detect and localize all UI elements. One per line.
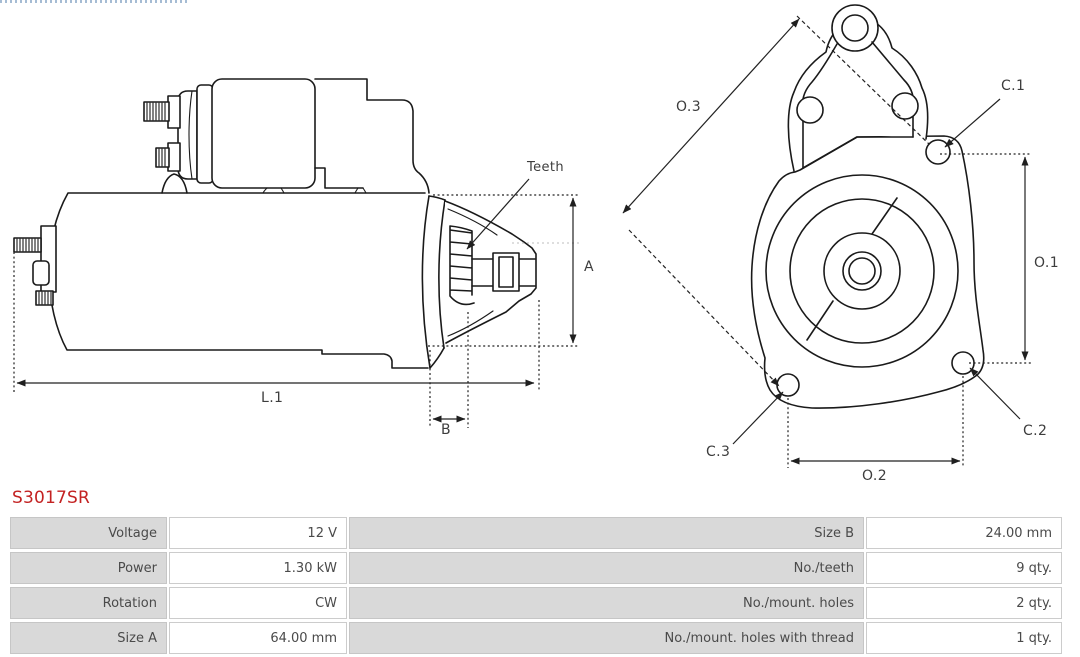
dimension-c3-label: C.3 <box>706 444 731 460</box>
dimension-b-label: B <box>441 422 452 438</box>
spec-value: 2 qty. <box>866 587 1062 619</box>
dimension-a-label: A <box>584 259 594 275</box>
c2-leader-line <box>970 368 1020 419</box>
spec-label: Power <box>10 552 167 584</box>
shaft-hub <box>824 233 900 309</box>
spec-value: 12 V <box>169 517 347 549</box>
dimension-c1-label: C.1 <box>1001 78 1026 94</box>
spec-label: Size A <box>10 622 167 654</box>
spec-row-power <box>10 552 1062 584</box>
spec-value: 9 qty. <box>866 552 1062 584</box>
solenoid-body <box>212 79 315 188</box>
spec-value: 1.30 kW <box>169 552 347 584</box>
mounting-hole-c3 <box>777 374 799 396</box>
teeth-label: Teeth <box>527 160 565 175</box>
spec-value: 64.00 mm <box>169 622 347 654</box>
dimension-o3-line <box>623 19 799 213</box>
spec-value: 1 qty. <box>866 622 1062 654</box>
spec-row-rotation <box>10 587 1062 619</box>
spec-label: Voltage <box>10 517 167 549</box>
left-shoulder-hole <box>797 97 823 123</box>
c3-leader-line <box>733 392 783 444</box>
spec-label: Size B <box>349 517 864 549</box>
front-view <box>629 5 984 408</box>
spec-value: CW <box>169 587 347 619</box>
mounting-hole-c1 <box>926 140 950 164</box>
dimension-o1-label: O.1 <box>1034 255 1060 271</box>
dimension-c2-label: C.2 <box>1023 423 1048 439</box>
right-shoulder-hole <box>892 93 918 119</box>
spec-label: No./mount. holes <box>349 587 864 619</box>
spec-value: 24.00 mm <box>866 517 1062 549</box>
dimension-o3-label: O.3 <box>676 99 702 115</box>
spec-label: No./teeth <box>349 552 864 584</box>
dimension-l1-label: L.1 <box>261 390 284 406</box>
solenoid-end-ring <box>178 91 197 179</box>
spec-label: No./mount. holes with thread <box>349 622 864 654</box>
c1-leader-line <box>945 99 1000 147</box>
part-number: S3017SR <box>12 488 91 508</box>
side-view <box>14 79 536 368</box>
spec-table <box>8 514 1064 657</box>
top-housing-hole <box>842 15 868 41</box>
spec-label: Rotation <box>10 587 167 619</box>
spec-row-voltage <box>10 517 1062 549</box>
spec-row-size-a <box>10 622 1062 654</box>
dimension-o2-label: O.2 <box>862 468 888 484</box>
solenoid-housing-step <box>315 79 429 193</box>
